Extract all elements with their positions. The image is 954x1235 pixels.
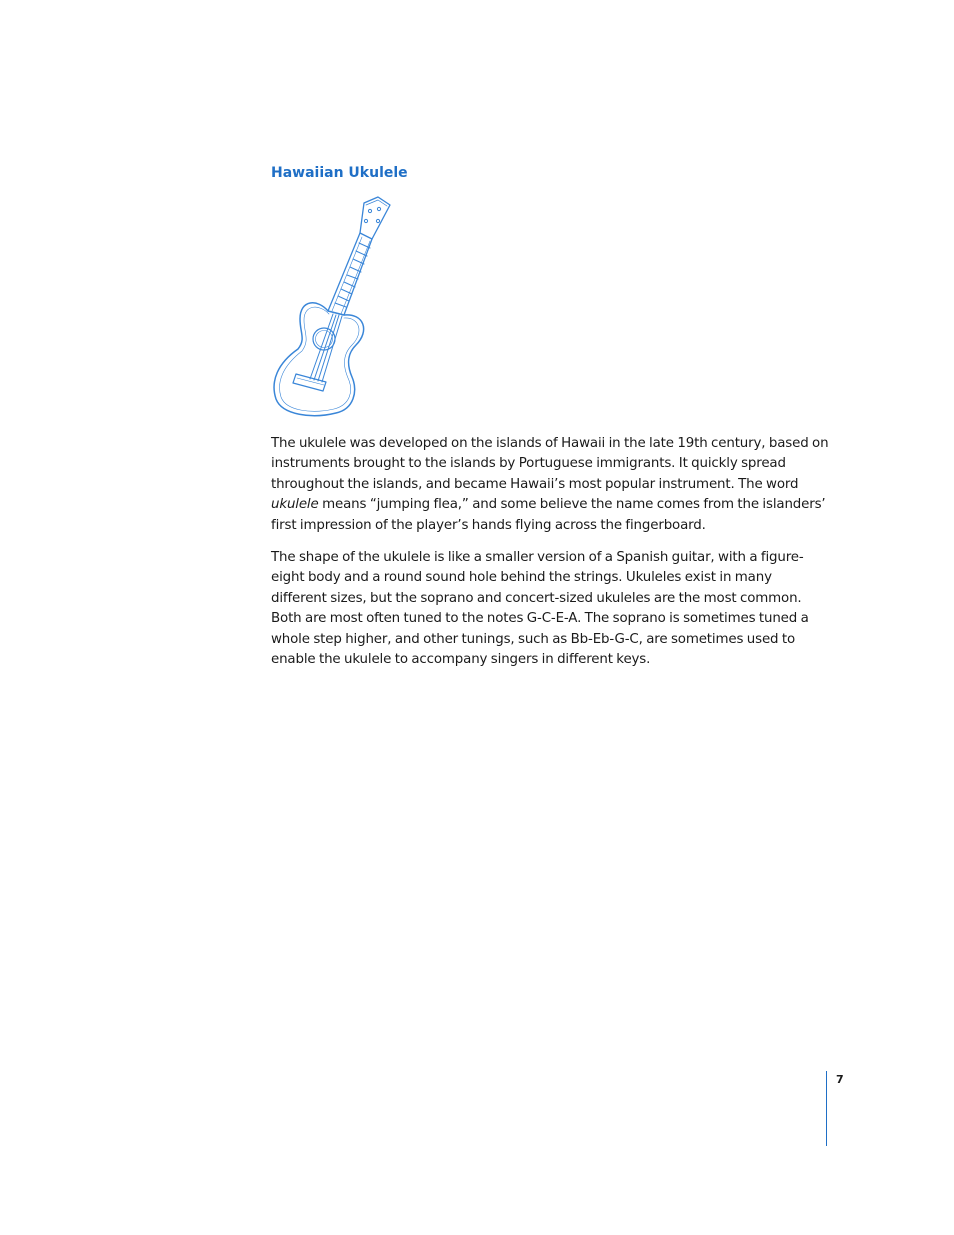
margin-rule — [826, 1071, 827, 1146]
paragraph-1 — [271, 434, 831, 536]
paragraph-1-before: The ukulele was developed on the islands of Hawaii in the late 19th century, based on instruments brought to the islands by Portuguese immigrants. It quickly spread throughout the islands, and became Hawaii’s most popular instrument. The word — [271, 436, 829, 492]
ukulele-illustration-icon — [266, 193, 396, 421]
paragraph-1-emphasis: ukulele — [271, 497, 319, 513]
section-title: Hawaiian Ukulele — [271, 165, 408, 181]
paragraph-2: The shape of the ukulele is like a smaller version of a Spanish guitar, with a figure-eight body and a round sound hole behind the strings. Ukuleles exist in many different sizes, but the soprano and concert-sized ukuleles are the most common. Both are most often tuned to the notes G-C-E-A. The soprano is sometimes tuned a whole step higher, and other tunings, such as Bb-Eb-G-C, are sometimes used to enable the ukulele to accompany singers in different keys. — [271, 550, 809, 668]
body-text — [271, 434, 831, 682]
page-number: 7 — [836, 1073, 844, 1086]
paragraph-1-after: means “jumping flea,” and some believe the name comes from the islanders’ first impression of the player’s hands flying across the fingerboard. — [271, 497, 826, 533]
